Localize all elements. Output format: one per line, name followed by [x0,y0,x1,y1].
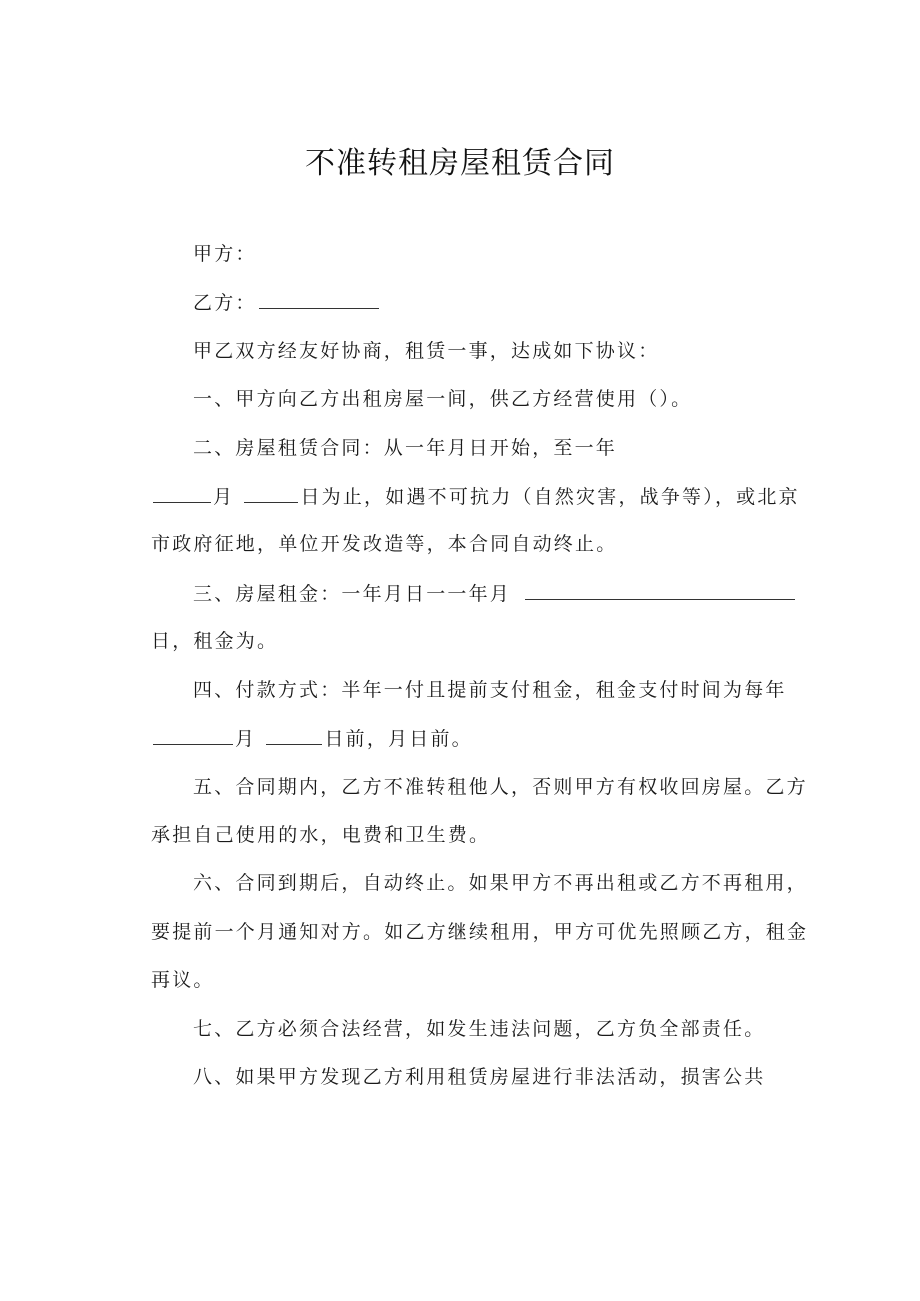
payment-month-blank [153,726,233,745]
clause-4-month-label: 月 [235,728,257,750]
clause-8-line-1: 八、如果甲方发现乙方利用租赁房屋进行非法活动，损害公共 [193,1066,766,1088]
clause-1: 一、甲方向乙方出租房屋一间，供乙方经营使用（）。 [193,388,693,410]
party-a-label: 甲方： [193,243,257,265]
clause-5-line-2: 承担自己使用的水，电费和卫生费。 [151,824,491,846]
clause-2-line-1: 二、房屋租赁合同：从一年月日开始，至一年 [193,437,618,459]
party-a-line [193,242,257,266]
party-b-blank [259,290,379,309]
clause-4-line-2-text: 日前，月日前。 [324,728,473,750]
clause-2-line-3: 市政府征地，单位开发改造等，本合同自动终止。 [151,533,618,555]
clause-6-line-2: 要提前一个月通知对方。如乙方继续租用，甲方可优先照顾乙方，租金 [151,921,809,943]
clause-2-line-2-text: 日为止，如遇不可抗力（自然灾害，战争等），或北京 [300,486,800,508]
month-blank [153,484,211,503]
clause-4-line-1: 四、付款方式：半年一付且提前支付租金，租金支付时间为每年 [193,679,787,701]
day-blank [244,484,298,503]
clause-2-month-label: 月 [213,486,235,508]
clause-4-line-2 [151,726,473,751]
clause-3-text: 三、房屋租金：一年月日一一年月 [193,583,512,605]
intro-line: 甲乙双方经友好协商，租赁一事，达成如下协议： [193,340,660,362]
payment-day-blank [266,726,322,745]
document-title: 不准转租房屋租赁合同 [305,146,615,181]
clause-3-blank [525,581,795,600]
party-b-line [193,290,381,315]
clause-6-line-1: 六、合同到期后，自动终止。如果甲方不再出租或乙方不再租用， [193,872,808,894]
clause-6-line-3: 再议。 [151,969,215,991]
party-b-label: 乙方： [193,292,257,314]
clause-3-line-1 [193,581,797,606]
clause-5-line-1: 五、合同期内，乙方不准转租他人，否则甲方有权收回房屋。乙方 [193,776,808,798]
clause-7: 七、乙方必须合法经营，如发生违法问题，乙方负全部责任。 [193,1018,766,1040]
clause-3-line-2: 日，租金为。 [151,630,279,652]
clause-2-line-2 [151,484,800,509]
